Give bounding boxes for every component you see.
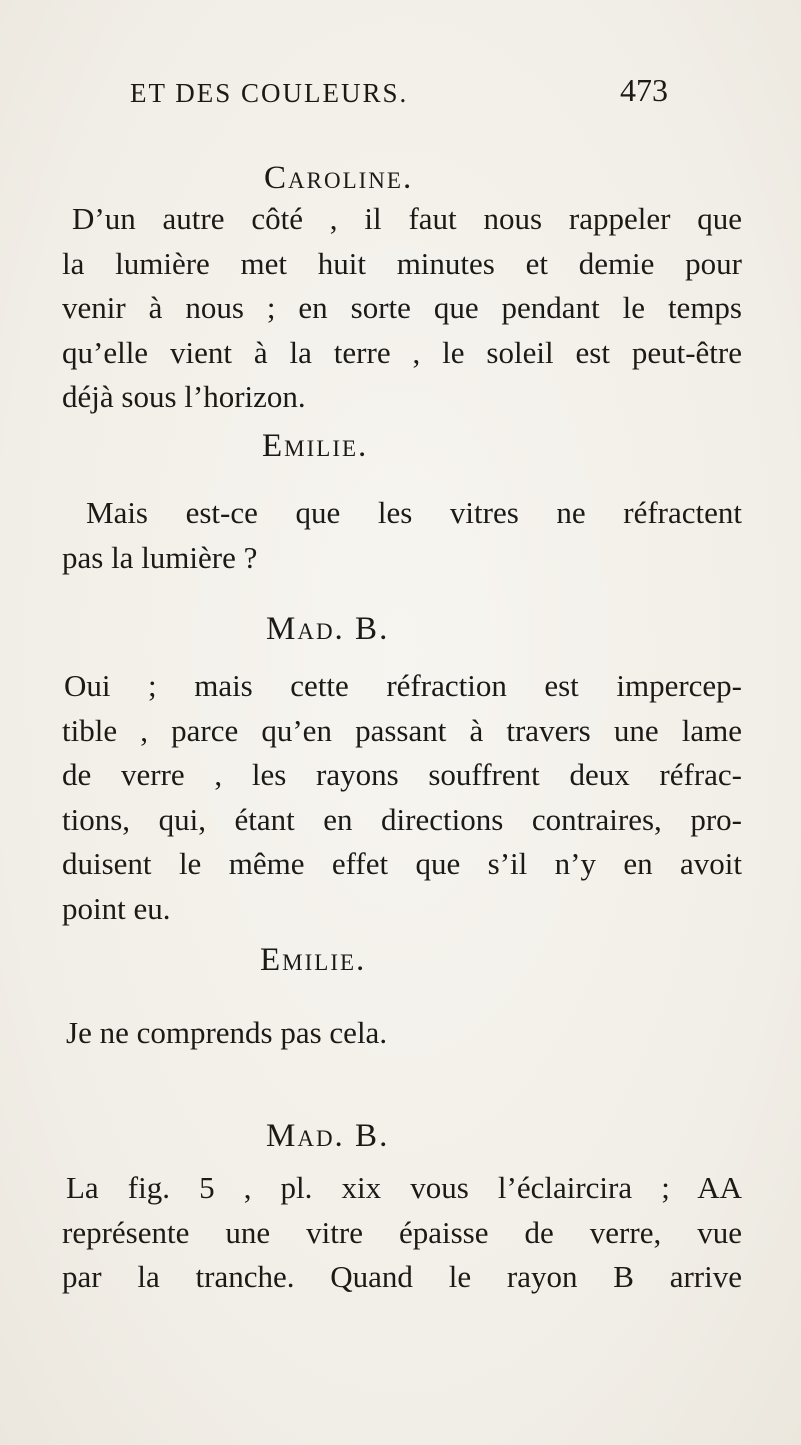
speaker-mad-b-2: Mad. B.	[266, 1118, 390, 1154]
text-line: de verre , les rayons souffrent deux réfrac-	[62, 757, 742, 793]
paragraph-emilie-1	[62, 491, 742, 580]
speaker-caroline: Caroline.	[264, 160, 414, 196]
text-line: qu’elle vient à la terre , le soleil est peut-être	[62, 334, 742, 370]
text-line: Oui ; mais cette réfraction est impercep-	[64, 668, 742, 703]
text-line: représente une vitre épaisse de verre, vue	[62, 1214, 742, 1250]
text-line: tible , parce qu’en passant à travers une lame	[62, 712, 742, 748]
text-line: pas la lumière ?	[62, 539, 258, 575]
paragraph-emilie-2	[62, 1011, 742, 1056]
speaker-emilie-2: Emilie.	[260, 942, 367, 978]
text-line: déjà sous l’horizon.	[62, 379, 306, 415]
text-line: La fig. 5 , pl. xix vous l’éclaircira ; AA	[66, 1170, 742, 1205]
paragraph-mad-b-1	[62, 664, 742, 932]
speaker-mad-b: Mad. B.	[266, 611, 390, 647]
paragraph-mad-b-2	[62, 1166, 742, 1300]
speaker-emilie: Emilie.	[262, 428, 369, 464]
text-line: D’un autre côté , il faut nous rappeler que	[72, 201, 742, 236]
text-line: Je ne comprends pas cela.	[66, 1015, 388, 1050]
page-number: 473	[620, 72, 668, 108]
text-line: tions, qui, étant en directions contraires, pro-	[62, 801, 742, 837]
text-line: venir à nous ; en sorte que pendant le temps	[62, 290, 742, 326]
text-line: point eu.	[62, 890, 171, 926]
paragraph-caroline	[62, 197, 742, 420]
running-title: ET DES COULEURS.	[130, 78, 409, 108]
text-line: Mais est-ce que les vitres ne réfractent	[86, 495, 742, 530]
text-line: duisent le même effet que s’il n’y en avoit	[62, 846, 742, 882]
text-line: par la tranche. Quand le rayon B arrive	[62, 1259, 742, 1295]
text-line: la lumière met huit minutes et demie pour	[62, 245, 742, 281]
